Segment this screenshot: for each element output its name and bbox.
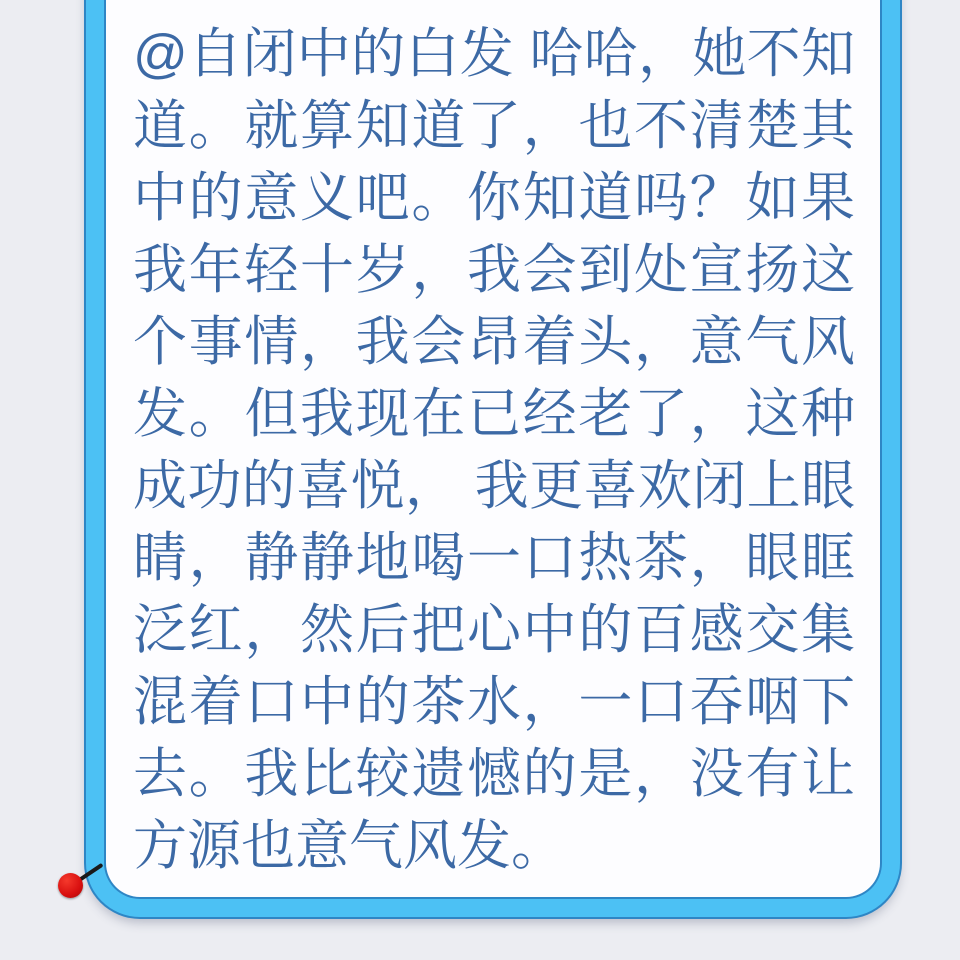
comment-text-block <box>133 18 855 882</box>
comment-line: 发。但我现在已经老了，这种 <box>133 384 855 444</box>
comment-line: 泛红，然后把心中的百感交集 <box>133 600 855 660</box>
red-dot-marker <box>58 873 83 898</box>
comment-bubble-content <box>106 0 880 897</box>
comment-line: 去。我比较遗憾的是，没有让 <box>133 744 855 804</box>
comment-line: 混着口中的茶水，一口吞咽下 <box>133 672 855 732</box>
comment-line: 道。就算知道了，也不清楚其 <box>133 96 855 156</box>
comment-line: 中的意义吧。你知道吗？如果 <box>133 168 855 228</box>
comment-line: 成功的喜悦， 我更喜欢闭上眼 <box>133 456 855 516</box>
comment-bubble[interactable] <box>86 0 900 917</box>
comment-line: 个事情，我会昂着头，意气风 <box>133 312 855 372</box>
comment-line: @自闭中的白发 哈哈，她不知 <box>133 24 855 84</box>
comment-line: 我年轻十岁，我会到处宣扬这 <box>133 240 855 300</box>
comment-line: 睛，静静地喝一口热茶，眼眶 <box>133 528 855 588</box>
comment-line: 方源也意气风发。 <box>133 816 565 876</box>
